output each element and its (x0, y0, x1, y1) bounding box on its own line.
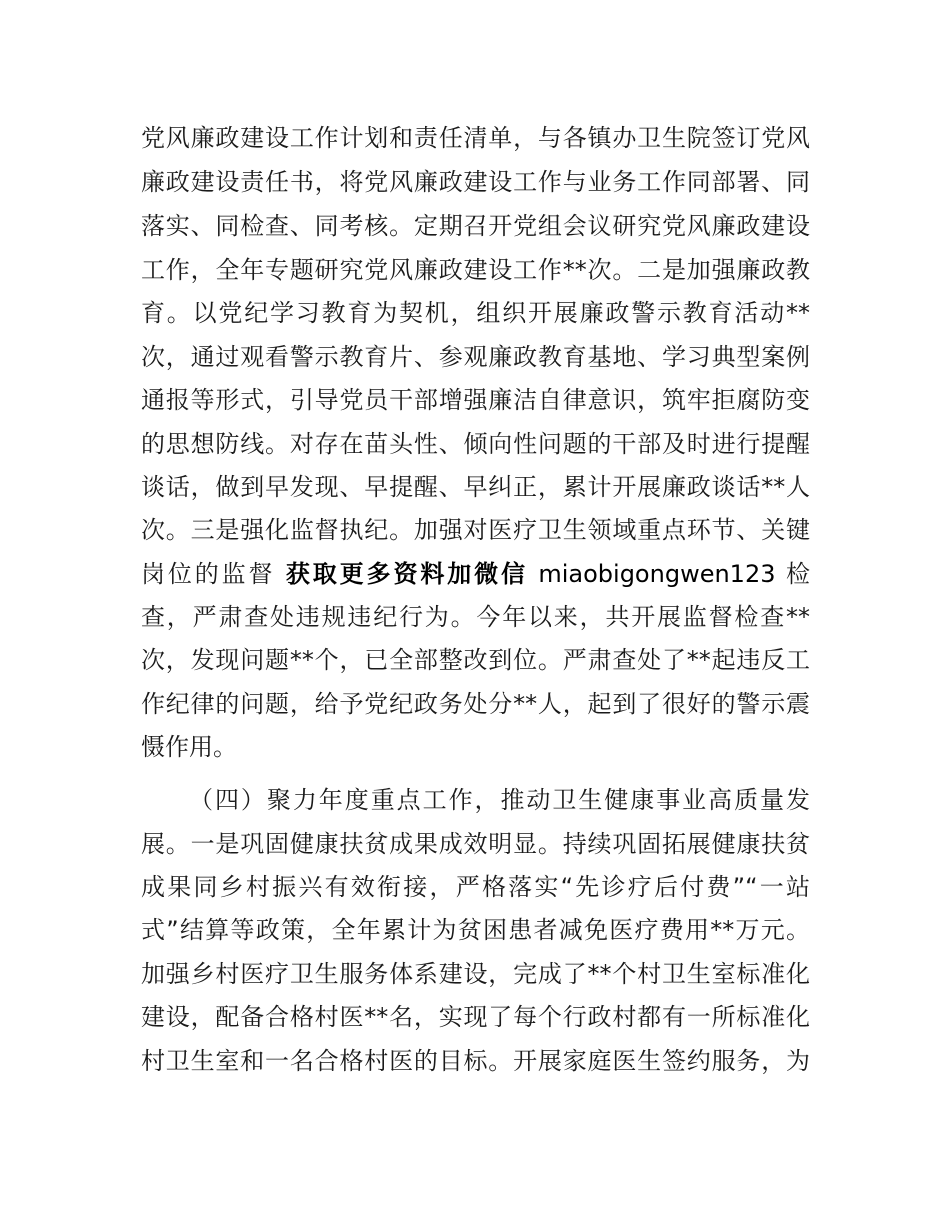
body-text-line: 落实、同检查、同考核。定期召开党组会议研究党风廉政建设 (141, 212, 810, 240)
body-text-line: 谈话，做到早发现、早提醒、早纠正，累计开展廉政谈话**人 (141, 473, 810, 501)
body-text-segment: 检 (786, 560, 810, 588)
body-text-line: 慑作用。 (141, 733, 237, 761)
body-text-line: 作纪律的问题，给予党纪政务处分**人，起到了很好的警示震 (141, 690, 810, 718)
promo-wechat-id: miaobigongwen123 (538, 560, 776, 588)
section-heading-line: （四）聚力年度重点工作，推动卫生健康事业高质量发 (189, 786, 810, 814)
body-text-segment: 岗位的监督 (141, 560, 276, 588)
body-text-line: 成果同乡村振兴有效衔接，严格落实“先诊疗后付费”“一站 (141, 873, 810, 901)
body-text-line: 次。三是强化监督执纪。加强对医疗卫生领域重点环节、关键 (141, 516, 810, 544)
body-text-line: 育。以党纪学习教育为契机，组织开展廉政警示教育活动** (141, 299, 810, 327)
body-text-line: 通报等形式，引导党员干部增强廉洁自律意识，筑牢拒腐防变 (141, 386, 810, 414)
body-text-line: 查，严肃查处违规违纪行为。今年以来，共开展监督检查** (141, 603, 810, 631)
body-text-line: 式”结算等政策，全年累计为贫困患者减免医疗费用**万元。 (141, 916, 810, 944)
body-text-line: 工作，全年专题研究党风廉政建设工作**次。二是加强廉政教 (141, 256, 810, 284)
promo-text: 获取更多资料加微信 (285, 560, 528, 588)
body-text-line: 廉政建设责任书，将党风廉政建设工作与业务工作同部署、同 (141, 168, 810, 196)
body-text-line: 加强乡村医疗卫生服务体系建设，完成了**个村卫生室标准化 (141, 960, 810, 988)
body-text-line: 次，通过观看警示教育片、参观廉政教育基地、学习典型案例 (141, 343, 810, 371)
body-text-line: 次，发现问题**个，已全部整改到位。严肃查处了**起违反工 (141, 646, 810, 674)
body-text-line: 的思想防线。对存在苗头性、倾向性问题的干部及时进行提醒 (141, 430, 810, 458)
body-text-line: 党风廉政建设工作计划和责任清单，与各镇办卫生院签订党风 (141, 124, 810, 152)
body-text-line: 村卫生室和一名合格村医的目标。开展家庭医生签约服务，为 (141, 1047, 810, 1075)
body-text-line-with-promo (141, 554, 810, 594)
body-text-line: 建设，配备合格村医**名，实现了每个行政村都有一所标准化 (141, 1003, 810, 1031)
body-text-line: 展。一是巩固健康扶贫成果成效明显。持续巩固拓展健康扶贫 (141, 830, 810, 858)
